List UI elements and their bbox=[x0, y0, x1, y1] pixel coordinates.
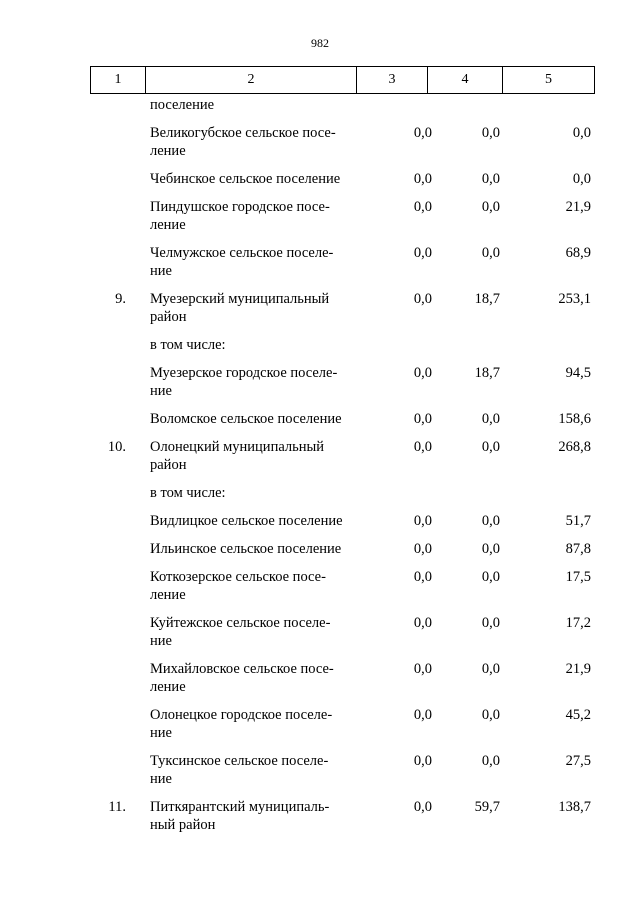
value-col-4: 0,0 bbox=[481, 661, 500, 677]
value-col-3: 0,0 bbox=[413, 513, 432, 529]
row-name bbox=[150, 512, 360, 530]
row-name bbox=[150, 706, 360, 742]
value-col-5: 253,1 bbox=[558, 291, 591, 307]
row-name-line: Воломское сельское поселение bbox=[150, 411, 342, 427]
row-number: 11. bbox=[108, 799, 126, 815]
row-name bbox=[150, 660, 360, 696]
value-col-3: 0,0 bbox=[413, 661, 432, 677]
row-name bbox=[150, 336, 360, 354]
row-name bbox=[150, 244, 360, 280]
table-row bbox=[0, 336, 640, 364]
value-col-5: 45,2 bbox=[565, 707, 591, 723]
row-name-line: ние bbox=[150, 725, 172, 741]
value-col-4: 0,0 bbox=[481, 513, 500, 529]
row-name bbox=[150, 752, 360, 788]
row-name bbox=[150, 410, 360, 428]
row-name bbox=[150, 364, 360, 400]
row-name-line: Коткозерское сельское посе- bbox=[150, 569, 326, 585]
table-row bbox=[0, 540, 640, 568]
row-name-line: район bbox=[150, 309, 187, 325]
row-name bbox=[150, 96, 360, 114]
row-name-line: Муезерское городское поселе- bbox=[150, 365, 338, 381]
value-col-3: 0,0 bbox=[413, 615, 432, 631]
row-name bbox=[150, 484, 360, 502]
table-row bbox=[0, 124, 640, 170]
row-name-line: Олонецкое городское поселе- bbox=[150, 707, 333, 723]
table-row bbox=[0, 512, 640, 540]
row-name-line: ние bbox=[150, 383, 172, 399]
row-name-line: Михайловское сельское посе- bbox=[150, 661, 334, 677]
value-col-3: 0,0 bbox=[413, 753, 432, 769]
value-col-4: 0,0 bbox=[481, 411, 500, 427]
row-name bbox=[150, 614, 360, 650]
value-col-5: 17,2 bbox=[565, 615, 591, 631]
header-col-2: 2 bbox=[145, 66, 357, 94]
row-number: 10. bbox=[107, 439, 126, 455]
table-row bbox=[0, 96, 640, 124]
value-col-5: 21,9 bbox=[565, 199, 591, 215]
row-name-line: Видлицкое сельское поселение bbox=[150, 513, 343, 529]
table-row bbox=[0, 568, 640, 614]
table-row bbox=[0, 706, 640, 752]
value-col-5: 158,6 bbox=[558, 411, 591, 427]
value-col-5: 138,7 bbox=[558, 799, 591, 815]
value-col-3: 0,0 bbox=[413, 245, 432, 261]
table-row bbox=[0, 198, 640, 244]
value-col-5: 87,8 bbox=[565, 541, 591, 557]
row-name bbox=[150, 198, 360, 234]
value-col-4: 0,0 bbox=[481, 569, 500, 585]
row-name bbox=[150, 568, 360, 604]
table-row bbox=[0, 484, 640, 512]
value-col-4: 0,0 bbox=[481, 439, 500, 455]
table-row bbox=[0, 660, 640, 706]
value-col-5: 51,7 bbox=[565, 513, 591, 529]
row-name-line: ние bbox=[150, 771, 172, 787]
value-col-5: 17,5 bbox=[565, 569, 591, 585]
value-col-4: 18,7 bbox=[474, 291, 500, 307]
value-col-4: 59,7 bbox=[474, 799, 500, 815]
value-col-4: 0,0 bbox=[481, 199, 500, 215]
value-col-4: 0,0 bbox=[481, 707, 500, 723]
value-col-3: 0,0 bbox=[413, 799, 432, 815]
value-col-4: 18,7 bbox=[474, 365, 500, 381]
table-row bbox=[0, 170, 640, 198]
value-col-4: 0,0 bbox=[481, 125, 500, 141]
row-name-line: ление bbox=[150, 679, 186, 695]
row-name-line: Муезерский муниципальный bbox=[150, 291, 330, 307]
row-name bbox=[150, 798, 360, 834]
row-number: 9. bbox=[115, 291, 126, 307]
table-body bbox=[0, 96, 640, 844]
value-col-4: 0,0 bbox=[481, 245, 500, 261]
row-name-line: в том числе: bbox=[150, 337, 226, 353]
value-col-3: 0,0 bbox=[413, 199, 432, 215]
value-col-4: 0,0 bbox=[481, 541, 500, 557]
row-name-line: Куйтежское сельское поселе- bbox=[150, 615, 331, 631]
row-name bbox=[150, 170, 360, 188]
header-col-1: 1 bbox=[90, 66, 146, 94]
header-col-4: 4 bbox=[427, 66, 503, 94]
row-name-line: Челмужское сельское поселе- bbox=[150, 245, 334, 261]
row-name bbox=[150, 540, 360, 558]
value-col-5: 0,0 bbox=[572, 171, 591, 187]
value-col-5: 21,9 bbox=[565, 661, 591, 677]
value-col-5: 27,5 bbox=[565, 753, 591, 769]
row-name-line: Чебинское сельское поселение bbox=[150, 171, 341, 187]
value-col-3: 0,0 bbox=[413, 365, 432, 381]
row-name-line: Пиндушское городское посе- bbox=[150, 199, 330, 215]
value-col-3: 0,0 bbox=[413, 707, 432, 723]
value-col-5: 94,5 bbox=[565, 365, 591, 381]
value-col-3: 0,0 bbox=[413, 291, 432, 307]
row-name-line: ление bbox=[150, 217, 186, 233]
value-col-3: 0,0 bbox=[413, 411, 432, 427]
row-name-line: в том числе: bbox=[150, 485, 226, 501]
value-col-3: 0,0 bbox=[413, 541, 432, 557]
value-col-4: 0,0 bbox=[481, 753, 500, 769]
row-name-line: Олонецкий муниципальный bbox=[150, 439, 324, 455]
row-name-line: Туксинское сельское поселе- bbox=[150, 753, 329, 769]
value-col-3: 0,0 bbox=[413, 569, 432, 585]
table-row bbox=[0, 752, 640, 798]
row-name-line: ние bbox=[150, 263, 172, 279]
value-col-3: 0,0 bbox=[413, 125, 432, 141]
page-number: 982 bbox=[311, 36, 329, 50]
value-col-5: 68,9 bbox=[565, 245, 591, 261]
row-name-line: Ильинское сельское поселение bbox=[150, 541, 342, 557]
row-name bbox=[150, 124, 360, 160]
table-row bbox=[0, 614, 640, 660]
table-row bbox=[0, 410, 640, 438]
value-col-3: 0,0 bbox=[413, 171, 432, 187]
value-col-4: 0,0 bbox=[481, 171, 500, 187]
row-name-line: Великогубское сельское посе- bbox=[150, 125, 336, 141]
header-col-3: 3 bbox=[356, 66, 428, 94]
row-name bbox=[150, 438, 360, 474]
row-name-line: район bbox=[150, 457, 187, 473]
table-row bbox=[0, 798, 640, 844]
value-col-4: 0,0 bbox=[481, 615, 500, 631]
table-row bbox=[0, 290, 640, 336]
row-name bbox=[150, 290, 360, 326]
row-name-line: ление bbox=[150, 143, 186, 159]
table-row bbox=[0, 244, 640, 290]
header-col-5: 5 bbox=[502, 66, 595, 94]
row-name-line: ние bbox=[150, 633, 172, 649]
value-col-5: 268,8 bbox=[558, 439, 591, 455]
table-header bbox=[90, 66, 595, 94]
value-col-3: 0,0 bbox=[413, 439, 432, 455]
row-name-line: ный район bbox=[150, 817, 216, 833]
row-name-line: Питкярантский муниципаль- bbox=[150, 799, 330, 815]
row-name-line: ление bbox=[150, 587, 186, 603]
table-row bbox=[0, 438, 640, 484]
table-row bbox=[0, 364, 640, 410]
value-col-5: 0,0 bbox=[572, 125, 591, 141]
row-name-line: поселение bbox=[150, 97, 215, 113]
